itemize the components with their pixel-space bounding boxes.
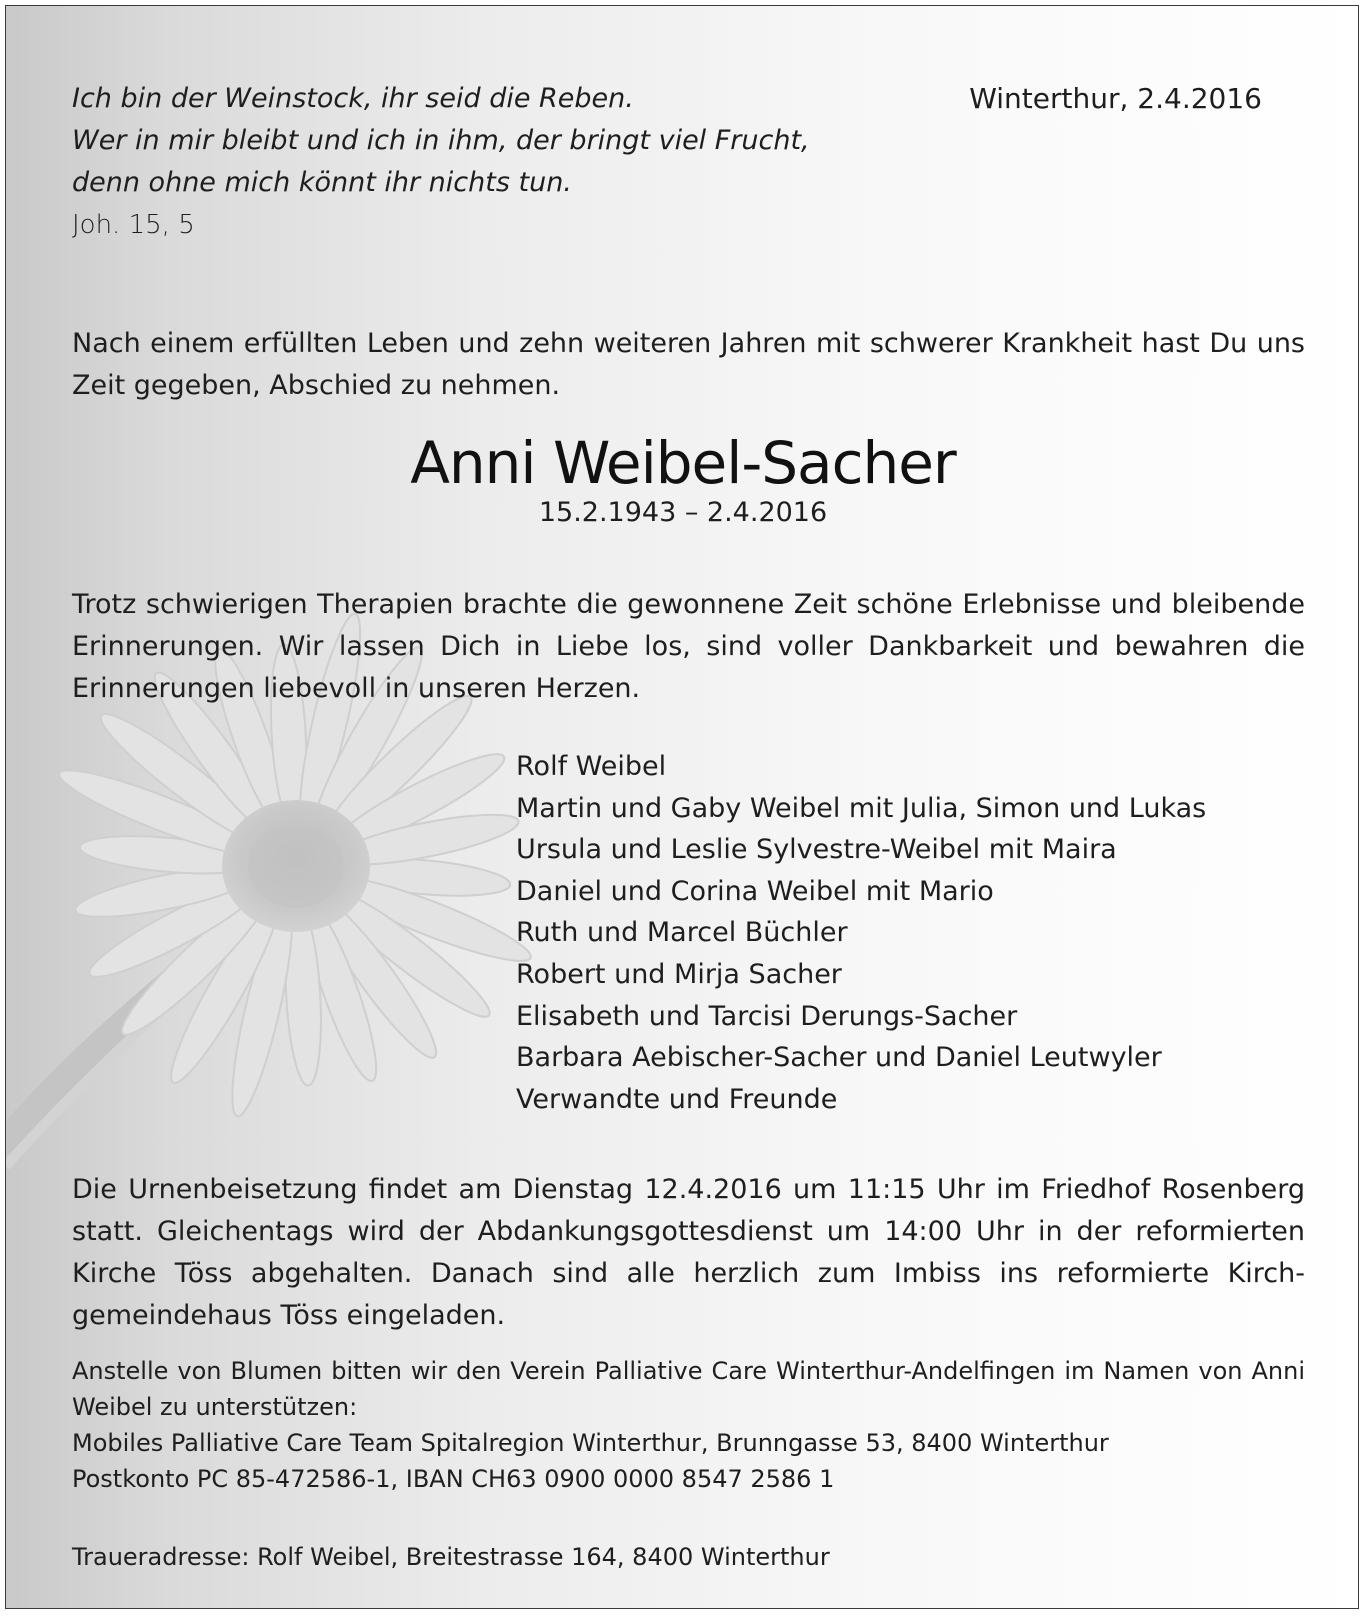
- mourning-address: Traueradresse: Rolf Weibel, Breitestrasse 164, 8400 Winterthur: [72, 1543, 830, 1571]
- donation-account: Postkonto PC 85-472586-1, IBAN CH63 0900 0000 8547 2586 1: [72, 1465, 835, 1493]
- mourner-entry: Ruth und Marcel Büchler: [516, 917, 848, 949]
- mourner-entry: Rolf Weibel: [516, 751, 667, 782]
- mourner-entry: Elisabeth und Tarcisi Derungs-Sacher: [516, 1000, 1018, 1032]
- obituary-notice: [5, 5, 1359, 1609]
- mourners-list: [516, 746, 1206, 1120]
- intro-text: Nach einem erfüllten Leben und zehn weiteren Jahren mit schwerer Krankheit hast Du uns Zeit gegeben, Abschied zu nehmen.: [72, 328, 1305, 401]
- mourner-entry: Martin und Gaby Weibel mit Julia, Simon und Lukas: [516, 792, 1207, 824]
- mourner-entry: Ursula und Leslie Sylvestre-Weibel mit Maira: [516, 834, 1117, 866]
- mourner-entry: Barbara Aebischer-Sacher und Daniel Leutwyler: [516, 1042, 1162, 1074]
- mourner-entry: Verwandte und Freunde: [516, 1083, 838, 1115]
- remembrance-paragraph: Trotz schwierigen Therapien brachte die gewonnene Zeit schöne Erlebnisse und bleibende Erinnerungen. Wir lassen Dich in Liebe los, sind voller Dankbarkeit und bewahren die Erinnerungen liebevoll in unseren Herzen.: [72, 589, 1305, 704]
- mourner-entry: Robert und Mirja Sacher: [516, 958, 842, 990]
- verse-line: Ich bin der Weinstock, ihr seid die Reben.: [72, 83, 634, 114]
- verse-reference: Joh. 15, 5: [72, 210, 195, 240]
- deceased-name: Anni Weibel-Sacher: [410, 429, 956, 497]
- donation-recipient: Mobiles Palliative Care Team Spitalregion Winterthur, Brunngasse 53, 8400 Winterthur: [72, 1429, 1109, 1457]
- verse-line: denn ohne mich könnt ihr nichts tun.: [72, 167, 572, 198]
- place-date: Winterthur, 2.4.2016: [969, 82, 1262, 115]
- donation-request: [72, 1353, 1305, 1497]
- donation-text: Anstelle von Blumen bitten wir den Verein Palliative Care Winterthur-Andelfingen im Namen von Anni Weibel zu unterstützen:: [72, 1357, 1305, 1421]
- mourner-entry: Daniel und Corina Weibel mit Mario: [516, 875, 994, 907]
- funeral-details: Die Urnenbeisetzung findet am Dienstag 12.4.2016 um 11:15 Uhr im Friedhof Rosenberg statt. Gleichentags wird der Abdankungsgottesdienst um 14:00 Uhr in der reformierten Kirche Töss abgehalten. Danach sind alle herzlich zum Imbiss ins reformierte Kirch-gemeindehaus Töss eingeladen.: [72, 1174, 1305, 1331]
- deceased-lifespan: 15.2.1943 – 2.4.2016: [538, 497, 828, 528]
- verse-line: Wer in mir bleibt und ich in ihm, der bringt viel Frucht,: [72, 125, 810, 156]
- bible-verse: [72, 78, 832, 246]
